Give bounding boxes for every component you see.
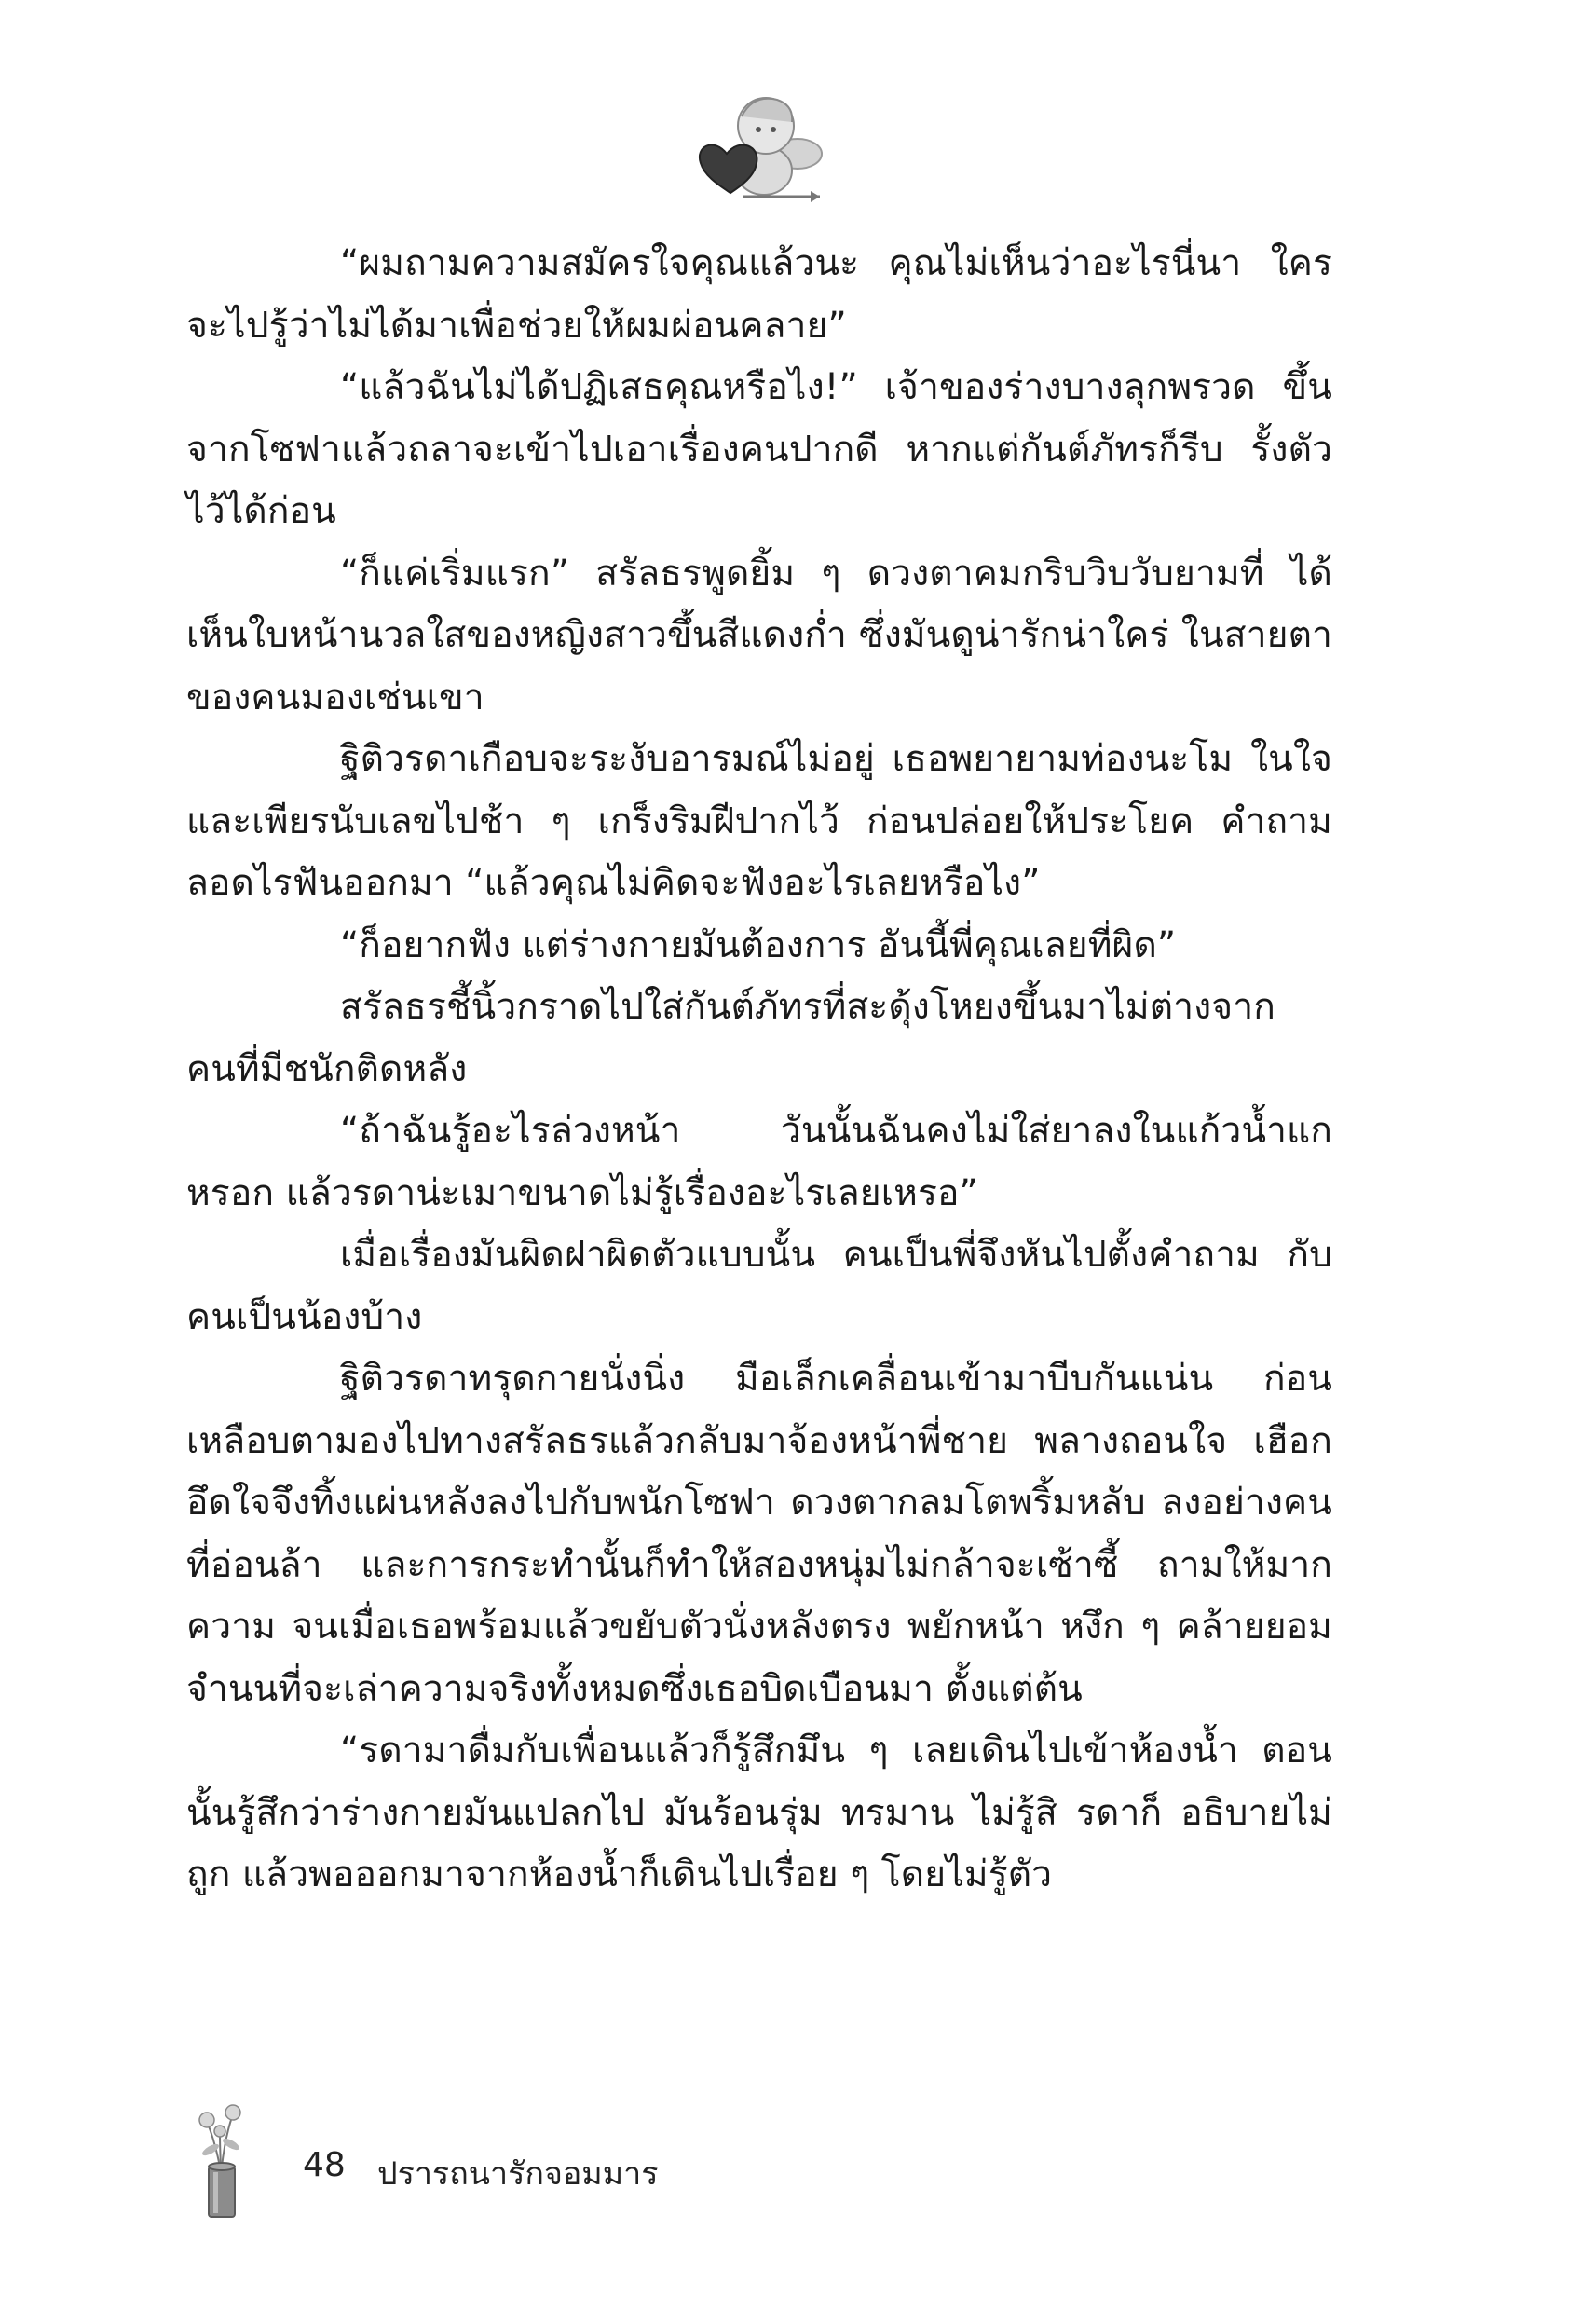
paragraph: “รดามาดื่มกับเพื่อนแล้วก็รู้สึกมึน ๆ เลยเดินไปเข้าห้องน้ำ ตอนนั้นรู้สึกว่าร่างกายมันแปลกไป มันร้อนรุ่ม ทรมาน ไม่รู้สิ รดาก็ อธิบายไม่ถูก แล้วพอออกมาจากห้องน้ำก็เดินไปเรื่อย ๆ โดยไม่รู้ตัว xyxy=(186,1730,1332,1895)
body-text xyxy=(186,233,1332,1907)
paragraph: สรัลธรชี้นิ้วกราดไปใส่กันต์ภัทรที่สะดุ้งโหยงขึ้นมาไม่ต่างจาก คนที่มีชนักติดหลัง xyxy=(186,986,1275,1090)
flower-vase-icon xyxy=(186,2101,256,2222)
book-title: ปรารถนารักจอมมาร xyxy=(377,2155,659,2193)
page-number: 48 xyxy=(303,2146,346,2184)
paragraph: “ผมถามความสมัครใจคุณแล้วนะ คุณไม่เห็นว่าอะไรนี่นา ใครจะไปรู้ว่าไม่ได้มาเพื่อช่วยให้ผมผ่อนคลาย” xyxy=(186,242,1332,347)
paragraph: “ก็แค่เริ่มแรก” สรัลธรพูดยิ้ม ๆ ดวงตาคมกริบวิบวับยามที่ ได้เห็นใบหน้านวลใสของหญิงสาวขึ้นสีแดงก่ำ ซึ่งมันดูน่ารักน่าใคร่ ในสายตาของคนมองเช่นเขา xyxy=(186,552,1332,718)
paragraph: “แล้วฉันไม่ได้ปฏิเสธคุณหรือไง!” เจ้าของร่างบางลุกพรวด ขึ้นจากโซฟาแล้วถลาจะเข้าไปเอาเรื่องคนปากดี หากแต่กันต์ภัทรก็รีบ รั้งตัวไว้ได้ก่อน xyxy=(186,366,1332,532)
paragraph: “ถ้าฉันรู้อะไรล่วงหน้า วันนั้นฉันคงไม่ใส่ยาลงในแก้วน้ำแก หรอก แล้วรดาน่ะเมาขนาดไม่รู้เรื่องอะไรเลยเหรอ” xyxy=(186,1110,1332,1214)
paragraph: “ก็อยากฟัง แต่ร่างกายมันต้องการ อันนี้พี่คุณเลยที่ผิด” xyxy=(340,923,1177,966)
paragraph: ฐิติวรดาเกือบจะระงับอารมณ์ไม่อยู่ เธอพยายามท่องนะโม ในใจและเพียรนับเลขไปช้า ๆ เกร็งริมฝีปากไว้ ก่อนปล่อยให้ประโยค คำถามลอดไรฟันออกมา “แล้วคุณไม่คิดจะฟังอะไรเลยหรือไง” xyxy=(186,738,1332,904)
paragraph: ฐิติวรดาทรุดกายนั่งนิ่ง มือเล็กเคลื่อนเข้ามาบีบกันแน่น ก่อน เหลือบตามองไปทางสรัลธรแล้วกลับมาจ้องหน้าพี่ชาย พลางถอนใจ เฮือก อึดใจจึงทิ้งแผ่นหลังลงไปกับพนักโซฟา ดวงตากลมโตพริ้มหลับ ลงอย่างคนที่อ่อนล้า และการกระทำนั้นก็ทำให้สองหนุ่มไม่กล้าจะเซ้าซี้ ถามให้มากความ จนเมื่อเธอพร้อมแล้วขยับตัวนั่งหลังตรง พยักหน้า หงึก ๆ คล้ายยอมจำนนที่จะเล่าความจริงทั้งหมดซึ่งเธอบิดเบือนมา ตั้งแต่ต้น xyxy=(186,1358,1332,1710)
page-footer xyxy=(186,2101,745,2232)
cupid-with-heart-icon xyxy=(688,89,827,205)
paragraph: เมื่อเรื่องมันผิดฝาผิดตัวแบบนั้น คนเป็นพี่จึงหันไปตั้งคำถาม กับคนเป็นน้องบ้าง xyxy=(186,1234,1332,1338)
